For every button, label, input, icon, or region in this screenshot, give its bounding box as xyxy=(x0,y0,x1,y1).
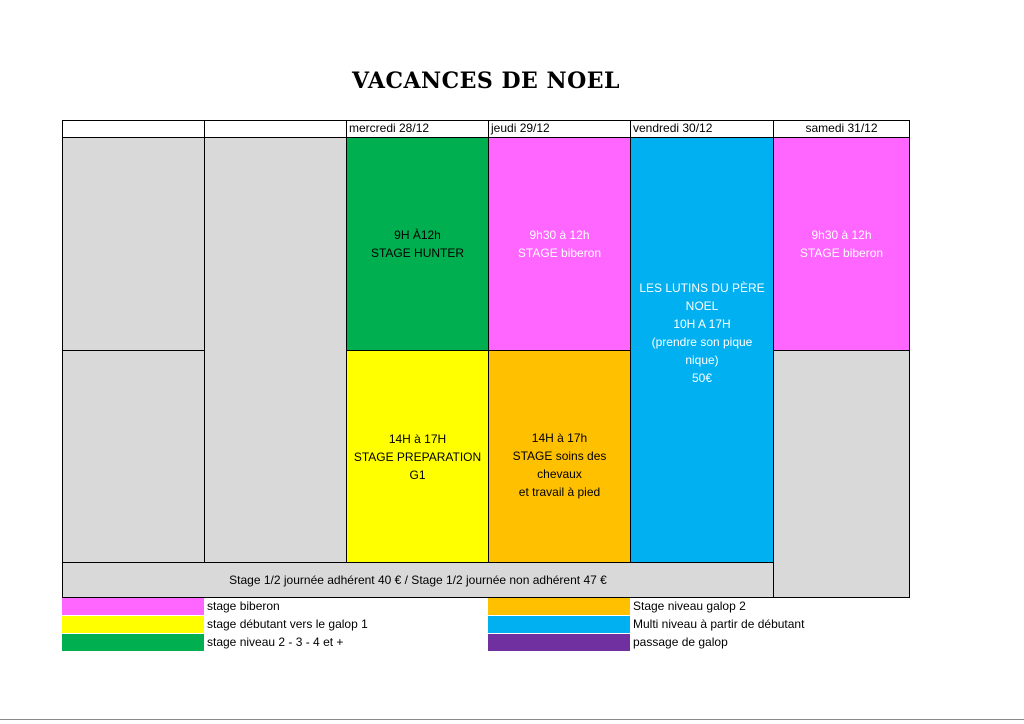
header-wednesday: mercredi 28/12 xyxy=(346,120,489,138)
thursday-morning-title: STAGE biberon xyxy=(517,246,602,260)
friday-title-2: NOEL xyxy=(685,299,719,313)
empty-cell-col2 xyxy=(204,137,347,563)
wednesday-afternoon-time: 14H à 17H xyxy=(388,431,447,446)
wednesday-morning-time: 9H À12h xyxy=(394,228,441,242)
friday-price: 50€ xyxy=(691,371,713,385)
wednesday-afternoon-title: STAGE PREPARATION G1 xyxy=(353,449,482,482)
wednesday-morning-stage-hunter xyxy=(346,137,489,351)
legend-swatch-galop2 xyxy=(488,598,630,615)
legend-label-multi: Multi niveau à partir de débutant xyxy=(633,617,805,631)
friday-note-2: nique) xyxy=(685,353,719,367)
thursday-afternoon-stage-soins xyxy=(488,350,631,563)
page-bottom-divider xyxy=(0,719,1024,720)
friday-title-1: LES LUTINS DU PÈRE xyxy=(639,281,765,295)
empty-cell-saturday-afternoon xyxy=(773,350,910,598)
friday-time: 10H A 17H xyxy=(673,317,731,331)
wednesday-morning-title: STAGE HUNTER xyxy=(370,246,465,260)
header-thursday: jeudi 29/12 xyxy=(488,120,631,138)
thursday-afternoon-time: 14H à 17h xyxy=(531,431,588,445)
saturday-morning-stage-biberon xyxy=(773,137,910,351)
legend-label-passage: passage de galop xyxy=(633,635,728,649)
header-saturday: samedi 31/12 xyxy=(773,120,910,138)
header-empty-1 xyxy=(62,120,205,138)
header-friday: vendredi 30/12 xyxy=(630,120,774,138)
legend-swatch-biberon xyxy=(62,598,204,615)
empty-cell-col1-afternoon xyxy=(62,350,205,563)
thursday-morning-stage-biberon xyxy=(488,137,631,351)
thursday-afternoon-title: STAGE soins des chevaux xyxy=(512,449,607,481)
legend-label-biberon: stage biberon xyxy=(207,599,280,613)
page-title: VACANCES DE NOEL xyxy=(352,68,620,94)
header-empty-2 xyxy=(204,120,347,138)
price-note: Stage 1/2 journée adhérent 40 € / Stage 1/2 journée non adhérent 47 € xyxy=(62,562,774,598)
legend-swatch-debutant xyxy=(62,616,204,633)
friday-lutins-pere-noel xyxy=(630,137,774,563)
wednesday-afternoon-stage-preparation xyxy=(346,350,489,563)
saturday-morning-title: STAGE biberon xyxy=(799,246,884,260)
legend-label-debutant: stage débutant vers le galop 1 xyxy=(207,617,368,631)
friday-note-1: (prendre son pique xyxy=(651,335,753,349)
thursday-afternoon-title-2: et travail à pied xyxy=(518,485,601,499)
saturday-morning-time: 9h30 à 12h xyxy=(811,228,872,242)
empty-cell-col1-morning xyxy=(62,137,205,351)
thursday-morning-time: 9h30 à 12h xyxy=(529,228,590,242)
legend-label-galop2: Stage niveau galop 2 xyxy=(633,599,746,613)
legend-swatch-passage xyxy=(488,634,630,651)
legend-swatch-multi xyxy=(488,616,630,633)
legend-label-niveau: stage niveau 2 - 3 - 4 et + xyxy=(207,635,344,649)
legend-swatch-niveau xyxy=(62,634,204,651)
